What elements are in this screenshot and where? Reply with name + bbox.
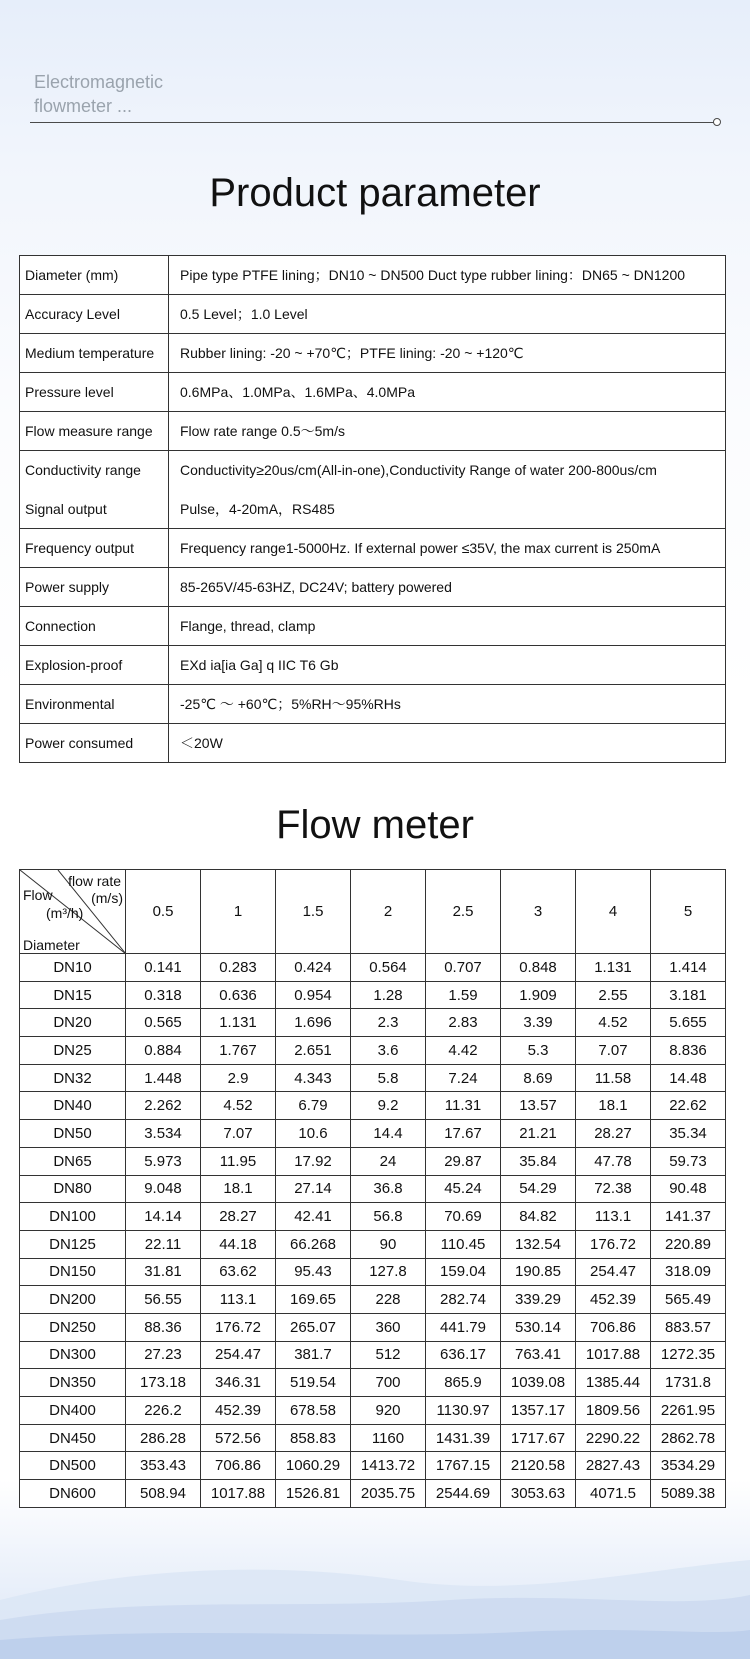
flow-value-cell: 21.21 bbox=[501, 1120, 576, 1148]
flow-value-cell: 4.52 bbox=[201, 1092, 276, 1120]
param-label: Diameter (mm) bbox=[20, 256, 169, 295]
param-row bbox=[20, 568, 726, 607]
flow-value-cell: 10.6 bbox=[276, 1120, 351, 1148]
flow-value-cell: 1731.8 bbox=[651, 1369, 726, 1397]
diameter-cell: DN250 bbox=[20, 1313, 126, 1341]
flow-value-cell: 4.52 bbox=[576, 1009, 651, 1037]
diameter-cell: DN400 bbox=[20, 1397, 126, 1425]
table-row bbox=[20, 1258, 726, 1286]
flow-value-cell: 3.534 bbox=[126, 1120, 201, 1148]
flow-value-cell: 63.62 bbox=[201, 1258, 276, 1286]
param-value: Pulse，4-20mA，RS485 bbox=[169, 490, 726, 529]
brand-text bbox=[34, 70, 234, 118]
param-row bbox=[20, 685, 726, 724]
param-row bbox=[20, 724, 726, 763]
flow-value-cell: 0.636 bbox=[201, 981, 276, 1009]
flow-value-cell: 2.83 bbox=[426, 1009, 501, 1037]
table-row bbox=[20, 1341, 726, 1369]
flow-value-cell: 254.47 bbox=[201, 1341, 276, 1369]
table-row bbox=[20, 1092, 726, 1120]
diameter-cell: DN25 bbox=[20, 1037, 126, 1065]
flow-value-cell: 90.48 bbox=[651, 1175, 726, 1203]
flow-value-cell: 1.131 bbox=[201, 1009, 276, 1037]
flow-value-cell: 3.6 bbox=[351, 1037, 426, 1065]
param-value: Frequency range1-5000Hz. If external power ≤35V, the max current is 250mA bbox=[169, 529, 726, 568]
table-row bbox=[20, 1037, 726, 1065]
flow-value-cell: 0.884 bbox=[126, 1037, 201, 1065]
diameter-cell: DN600 bbox=[20, 1480, 126, 1508]
table-row bbox=[20, 1147, 726, 1175]
param-row bbox=[20, 373, 726, 412]
flow-value-cell: 4.343 bbox=[276, 1064, 351, 1092]
brand-line-2: flowmeter ... bbox=[34, 96, 133, 116]
corner-ms-unit: (m/s) bbox=[91, 890, 123, 906]
table-row bbox=[20, 1424, 726, 1452]
flow-value-cell: 6.79 bbox=[276, 1092, 351, 1120]
flow-value-cell: 190.85 bbox=[501, 1258, 576, 1286]
param-label: Medium temperature bbox=[20, 334, 169, 373]
flow-value-cell: 22.11 bbox=[126, 1230, 201, 1258]
flow-value-cell: 88.36 bbox=[126, 1313, 201, 1341]
flow-value-cell: 18.1 bbox=[576, 1092, 651, 1120]
flow-value-cell: 90 bbox=[351, 1230, 426, 1258]
table-row bbox=[20, 1369, 726, 1397]
flow-value-cell: 1272.35 bbox=[651, 1341, 726, 1369]
flow-value-cell: 29.87 bbox=[426, 1147, 501, 1175]
flow-value-cell: 2862.78 bbox=[651, 1424, 726, 1452]
flow-value-cell: 265.07 bbox=[276, 1313, 351, 1341]
flow-value-cell: 17.92 bbox=[276, 1147, 351, 1175]
flow-value-cell: 113.1 bbox=[201, 1286, 276, 1314]
flow-value-cell: 8.69 bbox=[501, 1064, 576, 1092]
flow-value-cell: 31.81 bbox=[126, 1258, 201, 1286]
flow-value-cell: 2544.69 bbox=[426, 1480, 501, 1508]
flow-value-cell: 0.424 bbox=[276, 954, 351, 982]
flow-value-cell: 286.28 bbox=[126, 1424, 201, 1452]
flow-value-cell: 865.9 bbox=[426, 1369, 501, 1397]
flow-value-cell: 159.04 bbox=[426, 1258, 501, 1286]
flow-value-cell: 56.55 bbox=[126, 1286, 201, 1314]
flow-rate-column-header: 5 bbox=[651, 870, 726, 954]
table-row bbox=[20, 1452, 726, 1480]
flow-value-cell: 44.18 bbox=[201, 1230, 276, 1258]
flow-value-cell: 14.4 bbox=[351, 1120, 426, 1148]
param-label: Explosion-proof bbox=[20, 646, 169, 685]
flow-value-cell: 18.1 bbox=[201, 1175, 276, 1203]
param-row bbox=[20, 451, 726, 490]
flow-value-cell: 0.318 bbox=[126, 981, 201, 1009]
flow-value-cell: 9.048 bbox=[126, 1175, 201, 1203]
flow-value-cell: 530.14 bbox=[501, 1313, 576, 1341]
flow-value-cell: 9.2 bbox=[351, 1092, 426, 1120]
flow-table-header-row bbox=[20, 870, 726, 954]
flow-value-cell: 5.973 bbox=[126, 1147, 201, 1175]
corner-flow-rate-label: flow rate bbox=[68, 873, 121, 889]
flow-value-cell: 678.58 bbox=[276, 1397, 351, 1425]
corner-flow-label: Flow bbox=[23, 887, 53, 903]
param-value: Pipe type PTFE lining；DN10 ~ DN500 Duct type rubber lining：DN65 ~ DN1200 bbox=[169, 256, 726, 295]
flow-value-cell: 35.84 bbox=[501, 1147, 576, 1175]
diameter-cell: DN15 bbox=[20, 981, 126, 1009]
param-value: ＜20W bbox=[169, 724, 726, 763]
table-row bbox=[20, 954, 726, 982]
flow-value-cell: 0.707 bbox=[426, 954, 501, 982]
flow-value-cell: 132.54 bbox=[501, 1230, 576, 1258]
flow-value-cell: 1385.44 bbox=[576, 1369, 651, 1397]
flow-value-cell: 339.29 bbox=[501, 1286, 576, 1314]
flow-value-cell: 66.268 bbox=[276, 1230, 351, 1258]
flow-value-cell: 176.72 bbox=[576, 1230, 651, 1258]
flow-value-cell: 3.39 bbox=[501, 1009, 576, 1037]
flow-value-cell: 1.448 bbox=[126, 1064, 201, 1092]
flow-value-cell: 7.07 bbox=[576, 1037, 651, 1065]
flow-value-cell: 47.78 bbox=[576, 1147, 651, 1175]
flow-value-cell: 1.909 bbox=[501, 981, 576, 1009]
diameter-cell: DN50 bbox=[20, 1120, 126, 1148]
flow-value-cell: 56.8 bbox=[351, 1203, 426, 1231]
flow-value-cell: 35.34 bbox=[651, 1120, 726, 1148]
diameter-cell: DN32 bbox=[20, 1064, 126, 1092]
diameter-cell: DN200 bbox=[20, 1286, 126, 1314]
flow-value-cell: 452.39 bbox=[201, 1397, 276, 1425]
flow-value-cell: 1017.88 bbox=[576, 1341, 651, 1369]
flow-meter-title: Flow meter bbox=[276, 803, 474, 847]
param-label: Power consumed bbox=[20, 724, 169, 763]
flow-value-cell: 282.74 bbox=[426, 1286, 501, 1314]
flow-value-cell: 2290.22 bbox=[576, 1424, 651, 1452]
diameter-cell: DN20 bbox=[20, 1009, 126, 1037]
flow-value-cell: 0.564 bbox=[351, 954, 426, 982]
diameter-cell: DN500 bbox=[20, 1452, 126, 1480]
flow-value-cell: 17.67 bbox=[426, 1120, 501, 1148]
table-row bbox=[20, 1203, 726, 1231]
flow-value-cell: 2.262 bbox=[126, 1092, 201, 1120]
param-row bbox=[20, 256, 726, 295]
diameter-cell: DN65 bbox=[20, 1147, 126, 1175]
param-row bbox=[20, 607, 726, 646]
flow-rate-column-header: 3 bbox=[501, 870, 576, 954]
param-value: Flange, thread, clamp bbox=[169, 607, 726, 646]
flow-value-cell: 1.414 bbox=[651, 954, 726, 982]
flow-value-cell: 920 bbox=[351, 1397, 426, 1425]
flow-value-cell: 1413.72 bbox=[351, 1452, 426, 1480]
flow-value-cell: 1357.17 bbox=[501, 1397, 576, 1425]
flow-value-cell: 1767.15 bbox=[426, 1452, 501, 1480]
flow-value-cell: 110.45 bbox=[426, 1230, 501, 1258]
flow-value-cell: 141.37 bbox=[651, 1203, 726, 1231]
flow-value-cell: 1.767 bbox=[201, 1037, 276, 1065]
flow-value-cell: 7.07 bbox=[201, 1120, 276, 1148]
param-label: Connection bbox=[20, 607, 169, 646]
corner-m3h-unit: (m³/h) bbox=[46, 905, 84, 921]
flow-value-cell: 14.14 bbox=[126, 1203, 201, 1231]
param-label: Signal output bbox=[20, 490, 169, 529]
flow-value-cell: 4.42 bbox=[426, 1037, 501, 1065]
param-label: Flow measure range bbox=[20, 412, 169, 451]
flow-value-cell: 70.69 bbox=[426, 1203, 501, 1231]
param-row bbox=[20, 295, 726, 334]
flow-value-cell: 228 bbox=[351, 1286, 426, 1314]
product-parameter-title: Product parameter bbox=[209, 171, 541, 215]
flow-value-cell: 572.56 bbox=[201, 1424, 276, 1452]
flow-value-cell: 0.954 bbox=[276, 981, 351, 1009]
flow-value-cell: 254.47 bbox=[576, 1258, 651, 1286]
flow-rate-column-header: 2.5 bbox=[426, 870, 501, 954]
flow-value-cell: 11.31 bbox=[426, 1092, 501, 1120]
table-row bbox=[20, 1064, 726, 1092]
flow-value-cell: 1526.81 bbox=[276, 1480, 351, 1508]
flow-value-cell: 1717.67 bbox=[501, 1424, 576, 1452]
flow-value-cell: 220.89 bbox=[651, 1230, 726, 1258]
flow-value-cell: 2.651 bbox=[276, 1037, 351, 1065]
flow-value-cell: 0.565 bbox=[126, 1009, 201, 1037]
table-row bbox=[20, 1230, 726, 1258]
flow-value-cell: 1039.08 bbox=[501, 1369, 576, 1397]
param-value: Flow rate range 0.5〜5m/s bbox=[169, 412, 726, 451]
flow-value-cell: 7.24 bbox=[426, 1064, 501, 1092]
table-row bbox=[20, 1009, 726, 1037]
flow-value-cell: 346.31 bbox=[201, 1369, 276, 1397]
flow-value-cell: 127.8 bbox=[351, 1258, 426, 1286]
flow-value-cell: 24 bbox=[351, 1147, 426, 1175]
param-label: Pressure level bbox=[20, 373, 169, 412]
flow-rate-column-header: 4 bbox=[576, 870, 651, 954]
diameter-cell: DN150 bbox=[20, 1258, 126, 1286]
flow-value-cell: 95.43 bbox=[276, 1258, 351, 1286]
flow-value-cell: 1809.56 bbox=[576, 1397, 651, 1425]
param-value: -25℃ 〜 +60℃；5%RH〜95%RHs bbox=[169, 685, 726, 724]
flow-value-cell: 36.8 bbox=[351, 1175, 426, 1203]
flow-value-cell: 2120.58 bbox=[501, 1452, 576, 1480]
param-value: 0.6MPa、1.0MPa、1.6MPa、4.0MPa bbox=[169, 373, 726, 412]
flow-value-cell: 1.131 bbox=[576, 954, 651, 982]
table-row bbox=[20, 1120, 726, 1148]
flow-value-cell: 318.09 bbox=[651, 1258, 726, 1286]
flow-rate-column-header: 1.5 bbox=[276, 870, 351, 954]
flow-value-cell: 5.655 bbox=[651, 1009, 726, 1037]
param-row bbox=[20, 490, 726, 529]
flow-value-cell: 2261.95 bbox=[651, 1397, 726, 1425]
flow-value-cell: 381.7 bbox=[276, 1341, 351, 1369]
flow-value-cell: 4071.5 bbox=[576, 1480, 651, 1508]
flow-value-cell: 636.17 bbox=[426, 1341, 501, 1369]
decorative-wave-background bbox=[0, 1540, 750, 1659]
flow-value-cell: 169.65 bbox=[276, 1286, 351, 1314]
flow-value-cell: 28.27 bbox=[201, 1203, 276, 1231]
divider-end-dot bbox=[713, 118, 721, 126]
flow-value-cell: 5.3 bbox=[501, 1037, 576, 1065]
flow-value-cell: 2.55 bbox=[576, 981, 651, 1009]
diameter-cell: DN80 bbox=[20, 1175, 126, 1203]
brand-line-1: Electromagnetic bbox=[34, 72, 164, 92]
flow-value-cell: 508.94 bbox=[126, 1480, 201, 1508]
flow-value-cell: 2827.43 bbox=[576, 1452, 651, 1480]
flow-value-cell: 360 bbox=[351, 1313, 426, 1341]
flow-value-cell: 1.696 bbox=[276, 1009, 351, 1037]
flow-value-cell: 1060.29 bbox=[276, 1452, 351, 1480]
flow-value-cell: 176.72 bbox=[201, 1313, 276, 1341]
flow-value-cell: 27.14 bbox=[276, 1175, 351, 1203]
flow-value-cell: 512 bbox=[351, 1341, 426, 1369]
flow-value-cell: 858.83 bbox=[276, 1424, 351, 1452]
table-row bbox=[20, 1313, 726, 1341]
flow-value-cell: 1130.97 bbox=[426, 1397, 501, 1425]
flow-value-cell: 42.41 bbox=[276, 1203, 351, 1231]
flow-value-cell: 72.38 bbox=[576, 1175, 651, 1203]
flow-value-cell: 1.59 bbox=[426, 981, 501, 1009]
param-value: Conductivity≥20us/cm(All-in-one),Conductivity Range of water 200-800us/cm bbox=[169, 451, 726, 490]
product-parameter-table bbox=[19, 255, 726, 763]
flow-value-cell: 1160 bbox=[351, 1424, 426, 1452]
param-value: 0.5 Level；1.0 Level bbox=[169, 295, 726, 334]
flow-value-cell: 226.2 bbox=[126, 1397, 201, 1425]
flow-value-cell: 1.28 bbox=[351, 981, 426, 1009]
flow-rate-column-header: 1 bbox=[201, 870, 276, 954]
flow-value-cell: 173.18 bbox=[126, 1369, 201, 1397]
flow-value-cell: 0.283 bbox=[201, 954, 276, 982]
table-row bbox=[20, 1286, 726, 1314]
flow-meter-table bbox=[19, 869, 726, 1508]
diameter-cell: DN100 bbox=[20, 1203, 126, 1231]
flow-value-cell: 700 bbox=[351, 1369, 426, 1397]
param-label: Conductivity range bbox=[20, 451, 169, 490]
param-row bbox=[20, 529, 726, 568]
table-row bbox=[20, 1175, 726, 1203]
param-value: 85-265V/45-63HZ, DC24V; battery powered bbox=[169, 568, 726, 607]
flow-value-cell: 54.29 bbox=[501, 1175, 576, 1203]
flow-rate-column-header: 2 bbox=[351, 870, 426, 954]
diameter-cell: DN300 bbox=[20, 1341, 126, 1369]
flow-value-cell: 0.848 bbox=[501, 954, 576, 982]
flow-value-cell: 3053.63 bbox=[501, 1480, 576, 1508]
diameter-cell: DN40 bbox=[20, 1092, 126, 1120]
flow-value-cell: 22.62 bbox=[651, 1092, 726, 1120]
flow-value-cell: 27.23 bbox=[126, 1341, 201, 1369]
flow-value-cell: 565.49 bbox=[651, 1286, 726, 1314]
flow-value-cell: 3.181 bbox=[651, 981, 726, 1009]
flow-value-cell: 763.41 bbox=[501, 1341, 576, 1369]
flow-value-cell: 11.58 bbox=[576, 1064, 651, 1092]
param-label: Accuracy Level bbox=[20, 295, 169, 334]
flow-value-cell: 0.141 bbox=[126, 954, 201, 982]
diameter-cell: DN450 bbox=[20, 1424, 126, 1452]
flow-value-cell: 3534.29 bbox=[651, 1452, 726, 1480]
flow-value-cell: 2.9 bbox=[201, 1064, 276, 1092]
flow-table-corner-cell bbox=[20, 870, 126, 954]
flow-value-cell: 706.86 bbox=[576, 1313, 651, 1341]
flow-value-cell: 28.27 bbox=[576, 1120, 651, 1148]
flow-value-cell: 519.54 bbox=[276, 1369, 351, 1397]
diameter-cell: DN350 bbox=[20, 1369, 126, 1397]
flow-value-cell: 59.73 bbox=[651, 1147, 726, 1175]
table-row bbox=[20, 1397, 726, 1425]
flow-value-cell: 45.24 bbox=[426, 1175, 501, 1203]
flow-value-cell: 8.836 bbox=[651, 1037, 726, 1065]
param-label: Power supply bbox=[20, 568, 169, 607]
flow-value-cell: 883.57 bbox=[651, 1313, 726, 1341]
flow-value-cell: 5089.38 bbox=[651, 1480, 726, 1508]
flow-value-cell: 14.48 bbox=[651, 1064, 726, 1092]
param-row bbox=[20, 334, 726, 373]
flow-value-cell: 2.3 bbox=[351, 1009, 426, 1037]
flow-rate-column-header: 0.5 bbox=[126, 870, 201, 954]
flow-value-cell: 441.79 bbox=[426, 1313, 501, 1341]
param-value: EXd ia[ia Ga] q IIC T6 Gb bbox=[169, 646, 726, 685]
flow-value-cell: 706.86 bbox=[201, 1452, 276, 1480]
flow-value-cell: 5.8 bbox=[351, 1064, 426, 1092]
flow-value-cell: 84.82 bbox=[501, 1203, 576, 1231]
corner-diameter-label: Diameter bbox=[23, 937, 80, 953]
table-row bbox=[20, 981, 726, 1009]
param-value: Rubber lining: -20 ~ +70℃；PTFE lining: -20 ~ +120℃ bbox=[169, 334, 726, 373]
brand-divider bbox=[30, 122, 716, 123]
flow-value-cell: 11.95 bbox=[201, 1147, 276, 1175]
flow-value-cell: 452.39 bbox=[576, 1286, 651, 1314]
diameter-cell: DN10 bbox=[20, 954, 126, 982]
flow-value-cell: 353.43 bbox=[126, 1452, 201, 1480]
flow-value-cell: 2035.75 bbox=[351, 1480, 426, 1508]
param-row bbox=[20, 646, 726, 685]
param-label: Frequency output bbox=[20, 529, 169, 568]
flow-value-cell: 1431.39 bbox=[426, 1424, 501, 1452]
flow-value-cell: 113.1 bbox=[576, 1203, 651, 1231]
param-label: Environmental bbox=[20, 685, 169, 724]
diameter-cell: DN125 bbox=[20, 1230, 126, 1258]
table-row bbox=[20, 1480, 726, 1508]
flow-value-cell: 13.57 bbox=[501, 1092, 576, 1120]
flow-value-cell: 1017.88 bbox=[201, 1480, 276, 1508]
param-row bbox=[20, 412, 726, 451]
